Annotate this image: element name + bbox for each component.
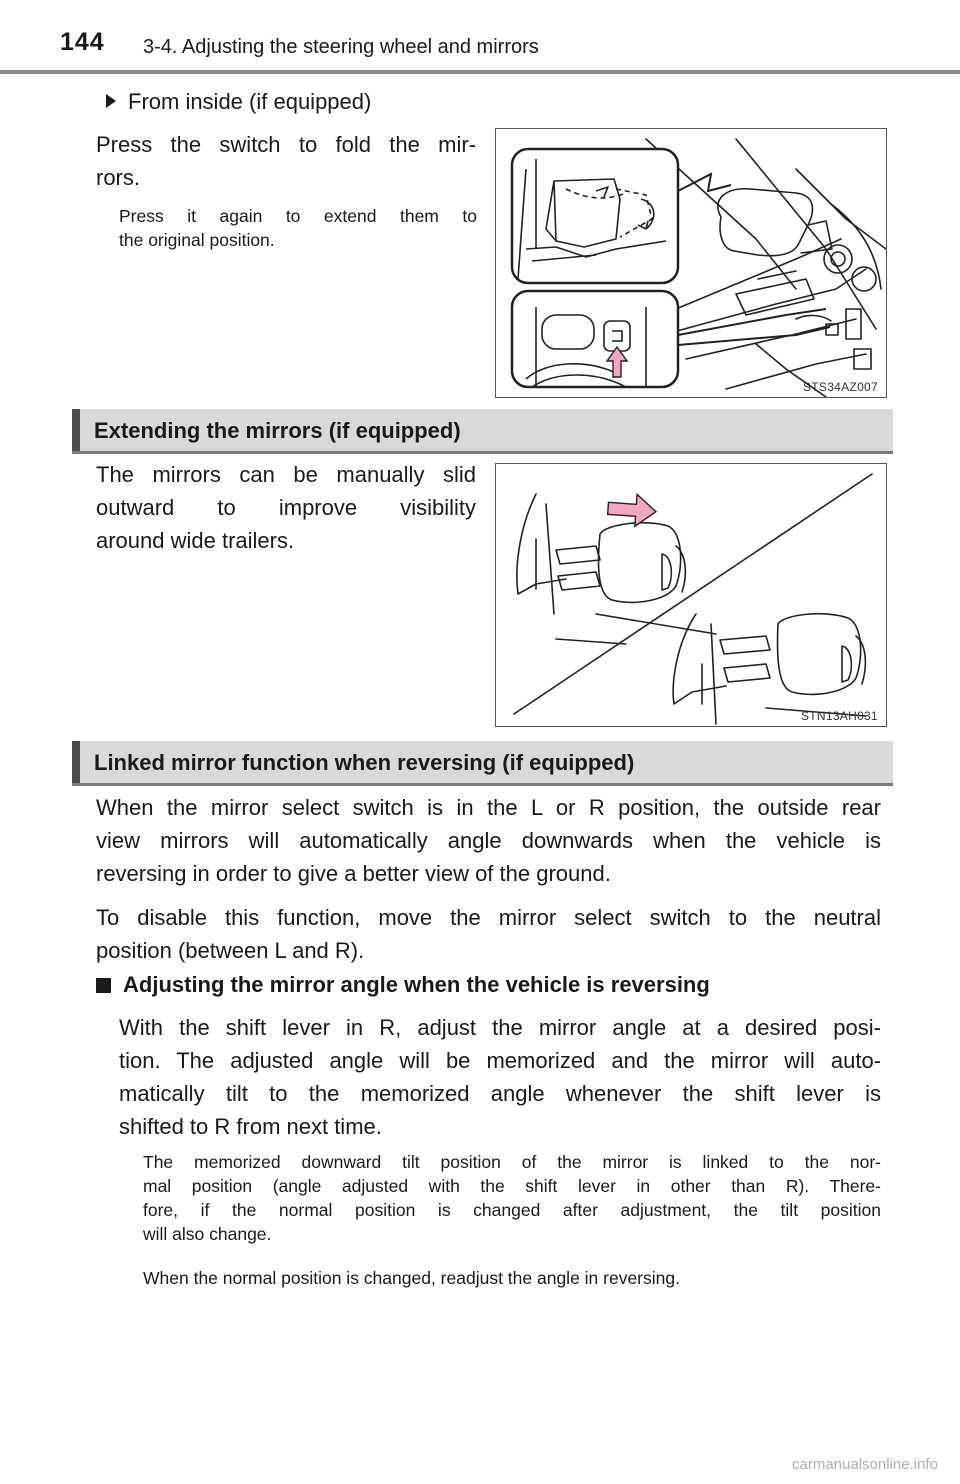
text-line: tion. The adjusted angle will be memorized and the mirror will auto- <box>119 1048 881 1073</box>
section-heading-linked <box>72 741 893 783</box>
triangle-bullet-icon <box>106 94 116 108</box>
text-line: When the mirror select switch is in the L or R position, the outside rear <box>96 795 881 820</box>
extend-mirror-illustration <box>495 463 887 727</box>
extend-line-2: outward to improve visibility <box>96 495 476 520</box>
text-line: will also change. <box>143 1224 272 1244</box>
extend-line-3: around wide trailers. <box>96 528 295 553</box>
fold-mirror-illustration <box>495 128 887 398</box>
header-rule <box>0 70 960 74</box>
text-line: To disable this function, move the mirror select switch to the neutral <box>96 905 881 930</box>
section-rule <box>72 451 893 454</box>
fold-line-1: Press the switch to fold the mir- <box>96 132 476 157</box>
section-rule <box>72 783 893 786</box>
watermark: carmanualsonline.info <box>792 1456 938 1473</box>
text-line: shifted to R from next time. <box>119 1114 382 1139</box>
linked-note-1 <box>143 1150 881 1246</box>
linked-paragraph-3 <box>119 1011 881 1143</box>
fold-bullet-text: From inside (if equipped) <box>128 89 372 114</box>
text-line: position (between L and R). <box>96 938 365 963</box>
extend-mirror-drawing <box>496 464 886 726</box>
figure-code: STN13AH031 <box>800 709 878 723</box>
subheading <box>96 972 710 998</box>
page-number: 144 <box>60 28 105 56</box>
text-line: The memorized downward tilt position of the mirror is linked to the nor- <box>143 1152 881 1172</box>
fold-note-line-2: the original position. <box>119 230 275 250</box>
text-line: mal position (angle adjusted with the shift lever in other than R). There- <box>143 1176 881 1196</box>
extend-description <box>96 458 476 557</box>
text-line: With the shift lever in R, adjust the mirror angle at a desired posi- <box>119 1015 881 1040</box>
figure-code: STS34AZ007 <box>802 380 878 394</box>
linked-note-2: When the normal position is changed, readjust the angle in reversing. <box>143 1268 680 1288</box>
text-line: matically tilt to the memorized angle whenever the shift lever is <box>119 1081 881 1106</box>
fold-bullet <box>106 89 371 115</box>
fold-note-line-1: Press it again to extend them to <box>119 206 477 226</box>
page-header <box>0 0 960 76</box>
linked-paragraph-2 <box>96 901 881 967</box>
fold-instruction <box>96 128 476 194</box>
chapter-title: 3-4. Adjusting the steering wheel and mirrors <box>143 36 539 58</box>
extend-line-1: The mirrors can be manually slid <box>96 462 476 487</box>
section-title: Linked mirror function when reversing (if equipped) <box>94 750 635 775</box>
square-bullet-icon <box>96 978 111 993</box>
fold-line-2: rors. <box>96 165 140 190</box>
subheading-text: Adjusting the mirror angle when the vehicle is reversing <box>123 972 710 997</box>
fold-note <box>119 204 477 252</box>
section-heading-extending <box>72 409 893 451</box>
linked-paragraph-1 <box>96 791 881 890</box>
section-title: Extending the mirrors (if equipped) <box>94 418 461 443</box>
text-line: view mirrors will automatically angle downwards when the vehicle is <box>96 828 881 853</box>
fold-mirror-drawing <box>496 129 886 397</box>
text-line: fore, if the normal position is changed after adjustment, the tilt position <box>143 1200 881 1220</box>
text-line: reversing in order to give a better view of the ground. <box>96 861 611 886</box>
